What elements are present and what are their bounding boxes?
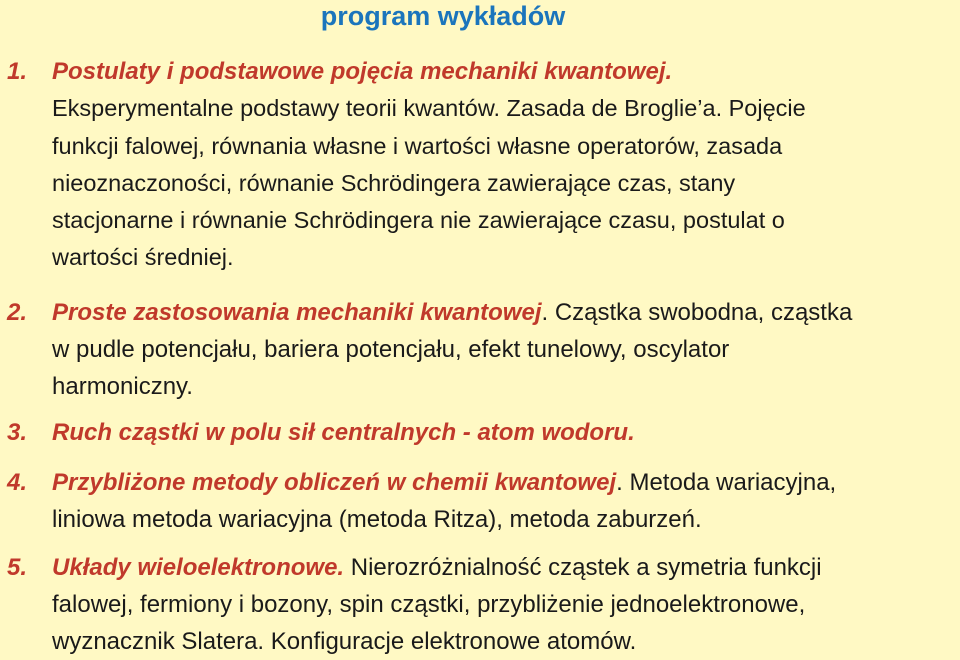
item-body xyxy=(52,414,957,451)
item-body xyxy=(52,53,957,277)
item-heading: Proste zastosowania mechaniki kwantowej xyxy=(52,299,542,326)
item-heading-line xyxy=(52,53,957,90)
item-line-rest: Nierozróżnialność cząstek a symetria funkcji xyxy=(344,554,822,581)
item-line: wartości średniej. xyxy=(52,244,234,271)
item-heading: Postulaty i podstawowe pojęcia mechaniki kwantowej xyxy=(52,58,666,85)
item-heading: Układy wieloelektronowe. xyxy=(52,554,345,581)
item-heading: Przybliżone metody obliczeń w chemii kwantowej xyxy=(52,469,617,496)
item-heading-line xyxy=(52,549,957,586)
item-line: funkcji falowej, równania własne i wartości własne operatorów, zasada xyxy=(52,132,783,159)
item-line: wyznacznik Slatera. Konfiguracje elektronowe atomów. xyxy=(52,628,637,655)
item-number: 4. xyxy=(7,469,28,496)
item-number: 5. xyxy=(7,554,28,581)
item-body xyxy=(52,294,957,405)
item-line-rest: . Metoda wariacyjna, xyxy=(616,469,837,496)
item-body xyxy=(52,549,957,660)
item-number: 3. xyxy=(7,419,28,446)
item-heading-end: . xyxy=(665,58,673,85)
item-heading-line xyxy=(52,464,957,501)
item-body xyxy=(52,464,957,538)
item-line: falowej, fermiony i bozony, spin cząstki, przybliżenie jednoelektronowe, xyxy=(52,591,806,618)
item-line: Eksperymentalne podstawy teorii kwantów. Zasada de Broglie’a. Pojęcie xyxy=(52,95,806,122)
item-line: stacjonarne i równanie Schrödingera nie zawierające czasu, postulat o xyxy=(52,207,785,234)
page-title: program wykładów xyxy=(320,1,566,31)
item-line: w pudle potencjału, bariera potencjału, efekt tunelowy, oscylator xyxy=(52,336,730,363)
item-line: harmoniczny. xyxy=(52,373,193,400)
item-heading-line xyxy=(52,294,957,331)
item-heading: Ruch cząstki w polu sił centralnych - atom wodoru. xyxy=(52,419,635,446)
item-line: liniowa metoda wariacyjna (metoda Ritza), metoda zaburzeń. xyxy=(52,506,702,533)
item-number: 2. xyxy=(7,299,28,326)
item-number: 1. xyxy=(7,58,28,85)
item-line-rest: . Cząstka swobodna, cząstka xyxy=(541,299,853,326)
item-line: nieoznaczoności, równanie Schrödingera zawierające czas, stany xyxy=(52,169,736,196)
